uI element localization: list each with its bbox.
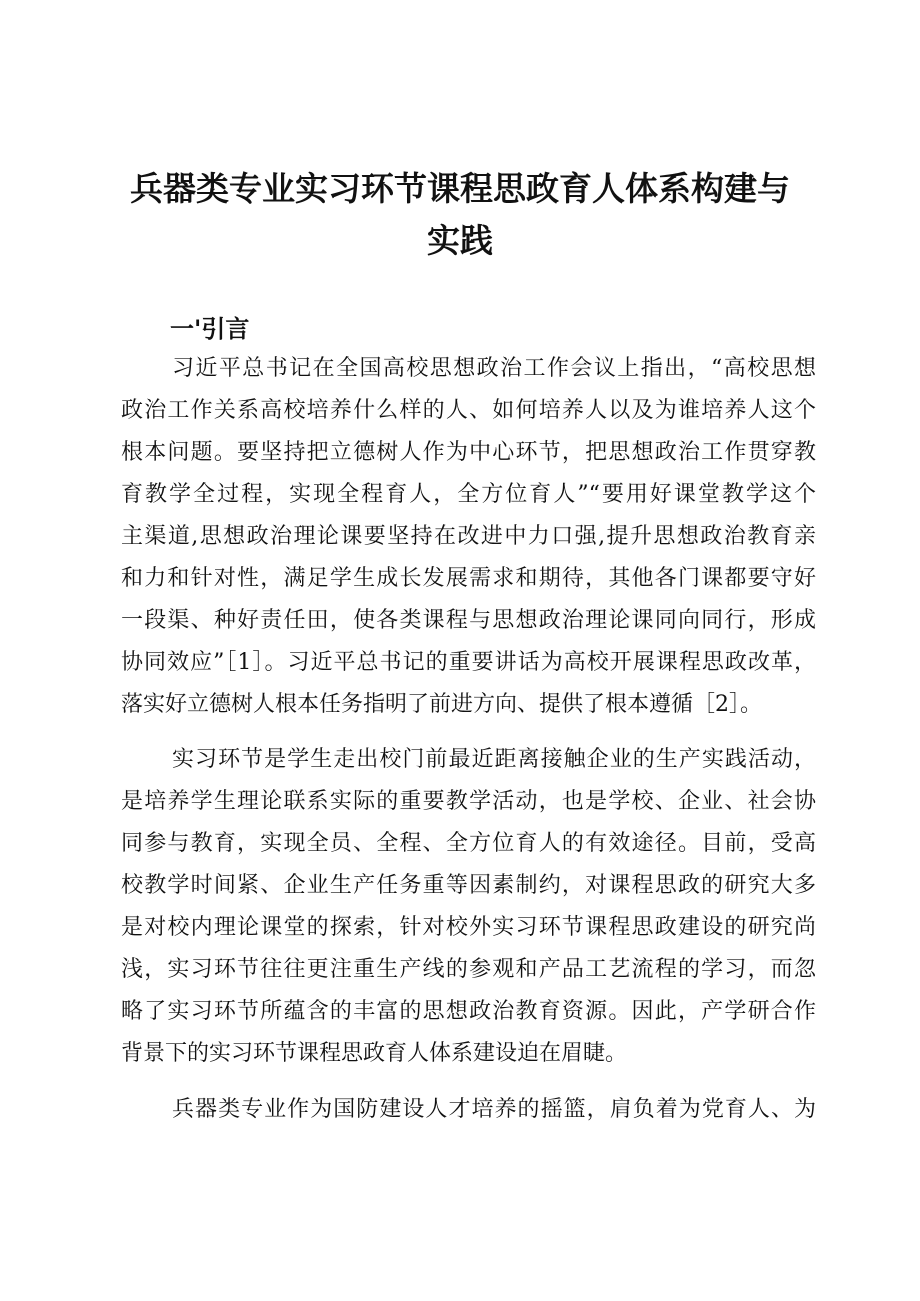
paragraph-1-line: 政治工作关系高校培养什么样的人、如何培养人以及为谁培养人这个 [121, 398, 816, 423]
paragraph-1-line: 和力和针对性，满足学生成长发展需求和期待，其他各门课都要守好 [121, 566, 816, 591]
paragraph-2-line: 背景下的实习环节课程思政育人体系建设迫在眉睫。 [121, 1041, 628, 1066]
paragraph-2-line: 略了实习环节所蕴含的丰富的思想政治教育资源。因此，产学研合作 [121, 999, 816, 1024]
paragraph-1-line: 根本问题。要坚持把立德树人作为中心环节，把思想政治工作贯穿教 [121, 440, 816, 465]
paragraph-1-line: 主渠道,思想政治理论课要坚持在改进中力口强,提升思想政治教育亲 [121, 524, 816, 549]
paragraph-1-line: 习近平总书记在全国高校思想政治工作会议上指出，“高校思想 [172, 356, 816, 381]
paragraph-1-line: 协同效应”［1］。习近平总书记的重要讲话为高校开展课程思政改革， [121, 650, 816, 675]
paragraph-1-line: 一段渠、种好责任田，使各类课程与思想政治理论课同向同行，形成 [121, 608, 816, 633]
paragraph-3-line: 兵器类专业作为国防建设人才培养的摇篮，肩负着为党育人、为 [172, 1097, 816, 1122]
paragraph-2-line: 同参与教育，实现全员、全程、全方位育人的有效途径。目前，受高 [121, 831, 816, 856]
paragraph-2-line: 实习环节是学生走出校门前最近距离接触企业的生产实践活动， [172, 747, 816, 772]
paragraph-1-line: 落实好立德树人根本任务指明了前进方向、提供了根本遵循［2］。 [121, 692, 762, 717]
paragraph-2-line: 浅，实习环节往往更注重生产线的参观和产品工艺流程的学习，而忽 [121, 957, 816, 982]
paragraph-2-line: 是培养学生理论联系实际的重要教学活动，也是学校、企业、社会协 [121, 789, 816, 814]
section-heading-introduction: 一'引言 [170, 315, 250, 343]
document-title-line-1: 兵器类专业实习环节课程思政育人体系构建与 [130, 169, 790, 208]
document-title-line-2: 实践 [427, 221, 493, 260]
paragraph-1-line: 育教学全过程，实现全程育人，全方位育人”“要用好课堂教学这个 [121, 482, 816, 507]
paragraph-2-line: 是对校内理论课堂的探索，针对校外实习环节课程思政建设的研究尚 [121, 915, 816, 940]
paragraph-2-line: 校教学时间紧、企业生产任务重等因素制约，对课程思政的研究大多 [121, 873, 816, 898]
